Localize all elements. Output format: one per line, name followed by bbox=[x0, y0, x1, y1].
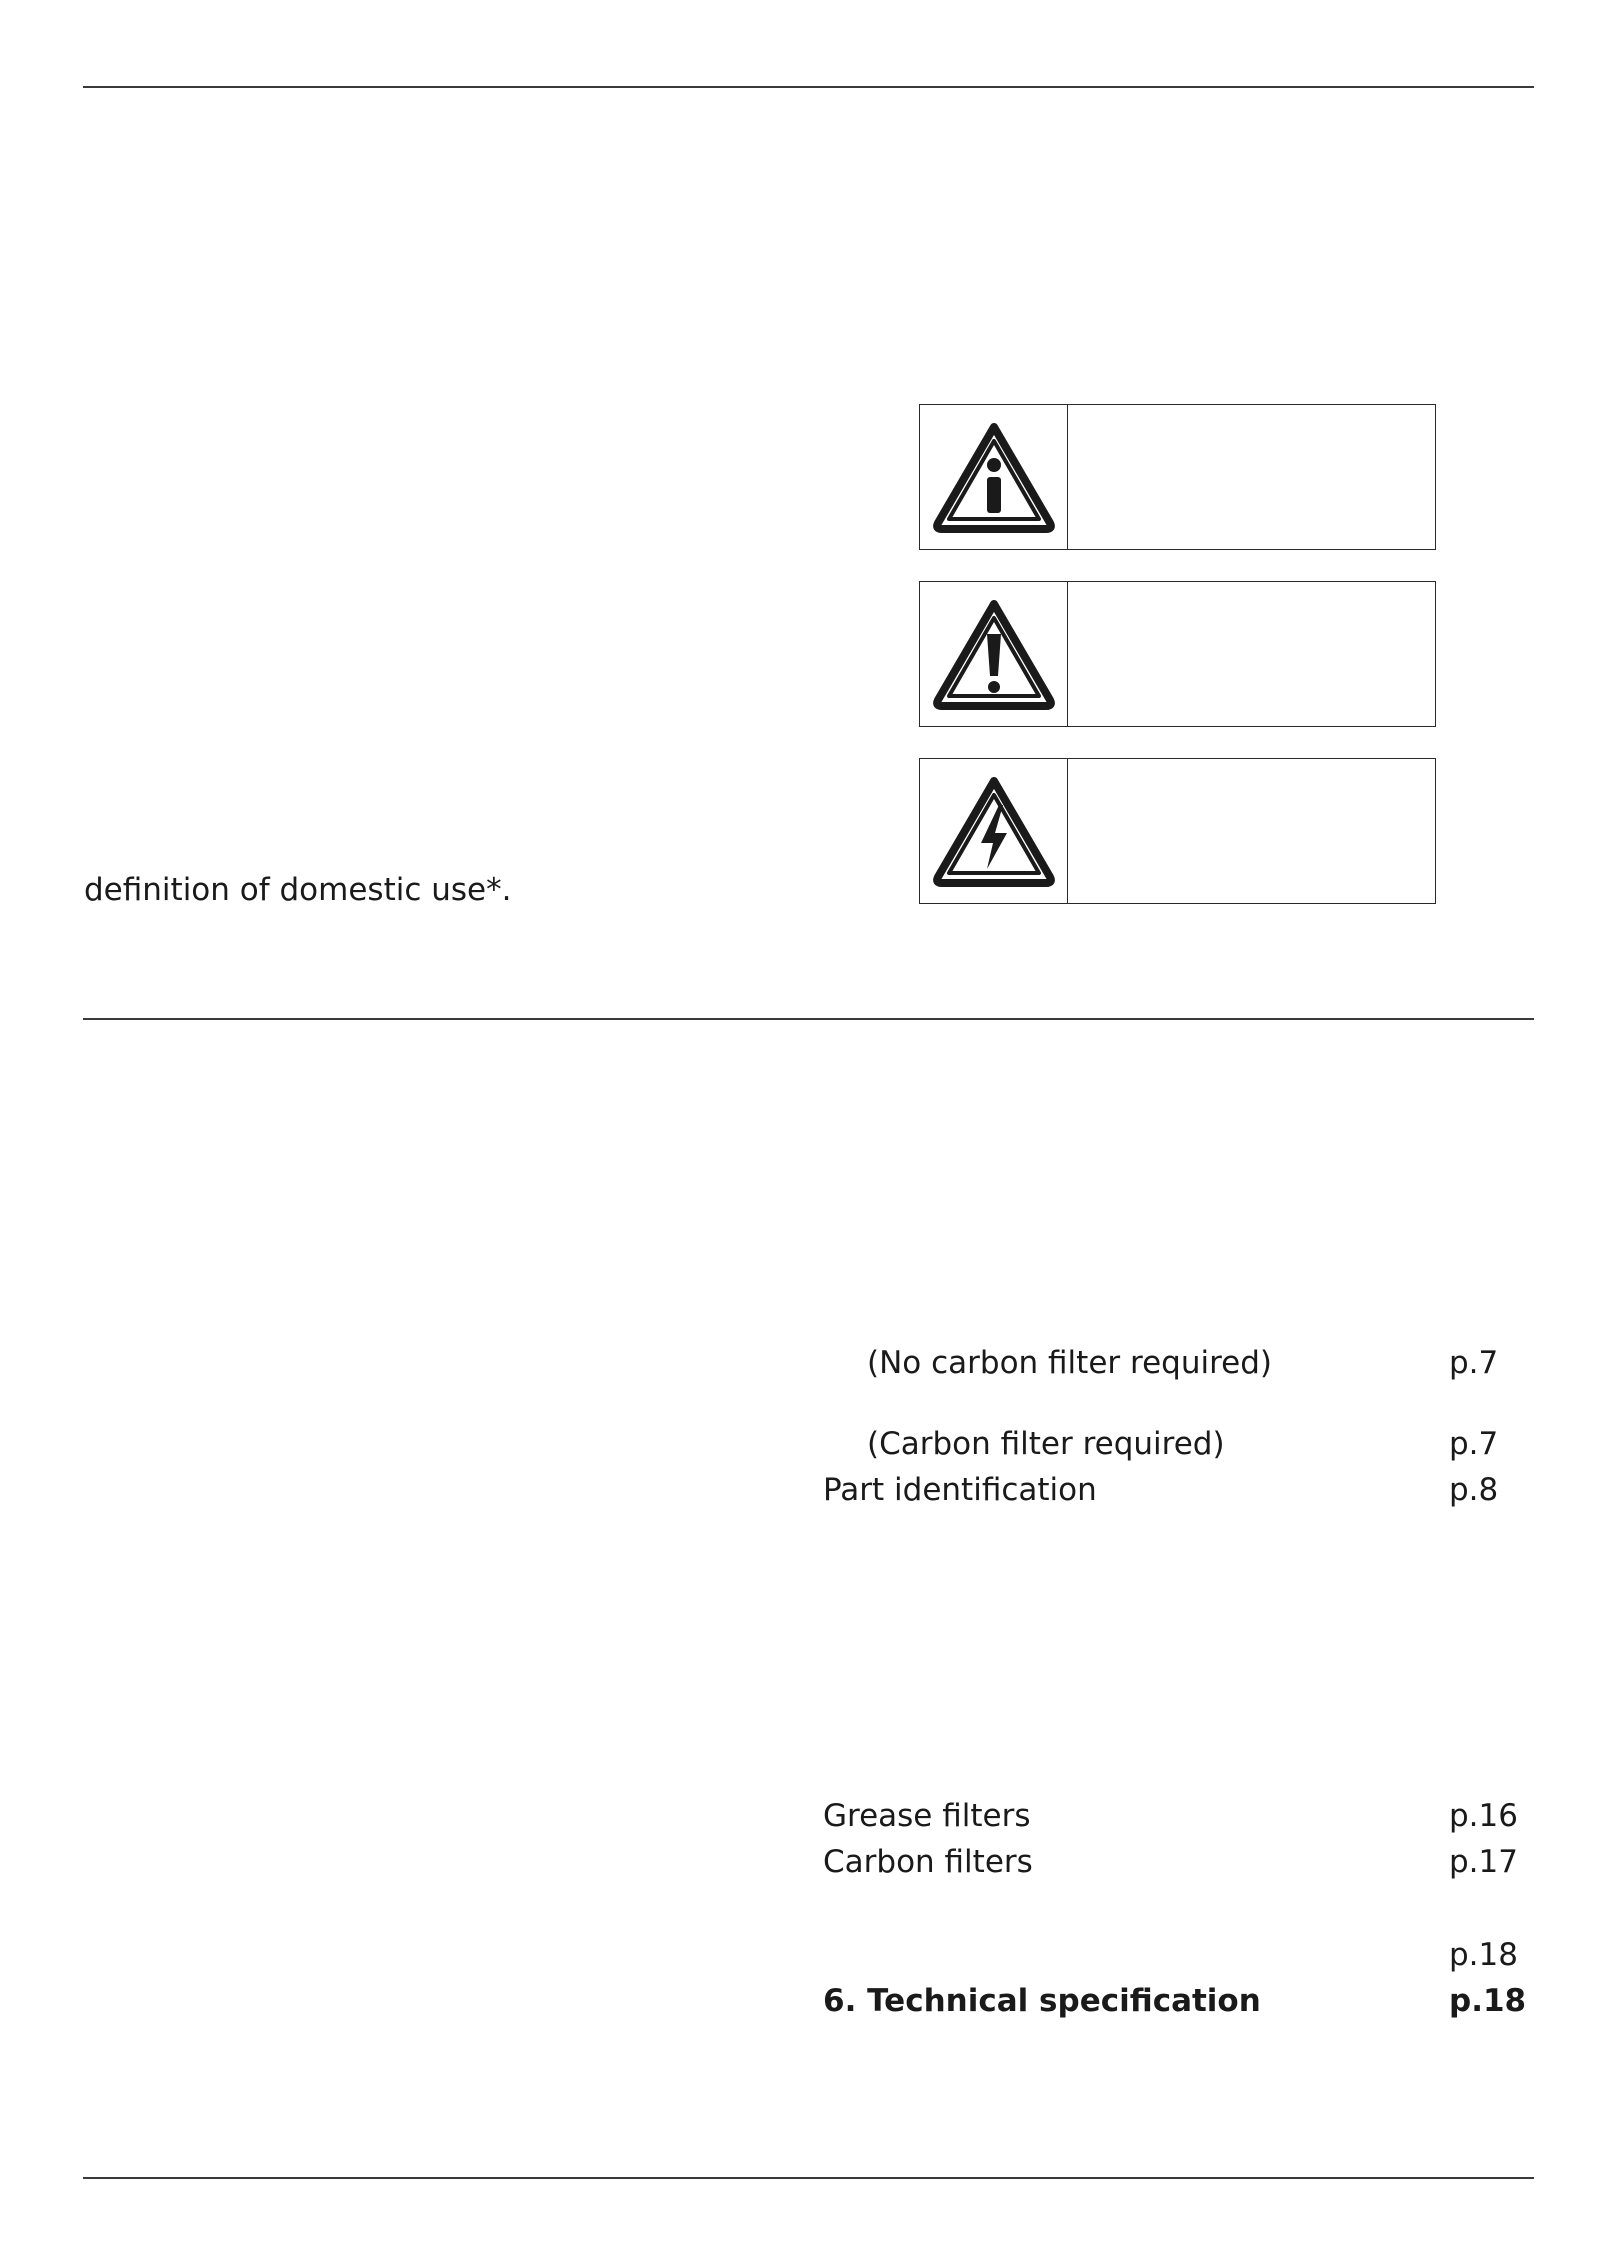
toc-item[interactable] bbox=[823, 1794, 1518, 1838]
symbol-box-electric bbox=[919, 758, 1436, 904]
toc-item-page: p.16 bbox=[1449, 1798, 1518, 1834]
toc-item-page: p.7 bbox=[1449, 1426, 1499, 1462]
toc-section-technical-specification[interactable] bbox=[823, 1979, 1527, 2023]
toc-item-label: Grease filters bbox=[823, 1798, 1031, 1834]
toc-item-label: (Carbon filter required) bbox=[867, 1426, 1225, 1462]
bottom-divider bbox=[83, 2177, 1534, 2179]
toc-item-page: p.17 bbox=[1449, 1844, 1518, 1880]
symbol-box-warning bbox=[919, 581, 1436, 727]
toc-item-page: p.8 bbox=[1449, 1472, 1499, 1508]
exclamation-warning-icon bbox=[929, 594, 1059, 714]
toc-item-page: p.7 bbox=[1449, 1345, 1499, 1381]
symbol-icon-cell bbox=[920, 759, 1068, 903]
toc-item[interactable] bbox=[823, 1468, 1507, 1512]
toc-item-label: 6. Technical specification bbox=[823, 1983, 1261, 2019]
symbol-description bbox=[1068, 759, 1435, 903]
toc-item-label: (No carbon filter required) bbox=[867, 1345, 1272, 1381]
middle-divider bbox=[83, 1018, 1534, 1020]
toc-item-label: Carbon filters bbox=[823, 1844, 1033, 1880]
symbol-description bbox=[1068, 405, 1435, 549]
toc-item[interactable] bbox=[823, 1341, 1507, 1385]
toc-item-label: Part identification bbox=[823, 1472, 1097, 1508]
toc-item[interactable] bbox=[823, 1422, 1507, 1466]
toc-item-page: p.18 bbox=[1449, 1983, 1527, 2019]
symbol-box-info bbox=[919, 404, 1436, 550]
symbol-icon-cell bbox=[920, 582, 1068, 726]
symbol-icon-cell bbox=[920, 405, 1068, 549]
electric-hazard-icon bbox=[929, 771, 1059, 891]
body-paragraph-fragment: definition of domestic use*. bbox=[84, 872, 512, 908]
toc-item[interactable] bbox=[823, 1933, 1518, 1977]
info-warning-icon bbox=[929, 417, 1059, 537]
symbol-description bbox=[1068, 582, 1435, 726]
top-divider bbox=[83, 86, 1534, 88]
toc-item[interactable] bbox=[823, 1840, 1518, 1884]
toc-item-page: p.18 bbox=[1449, 1937, 1518, 1973]
